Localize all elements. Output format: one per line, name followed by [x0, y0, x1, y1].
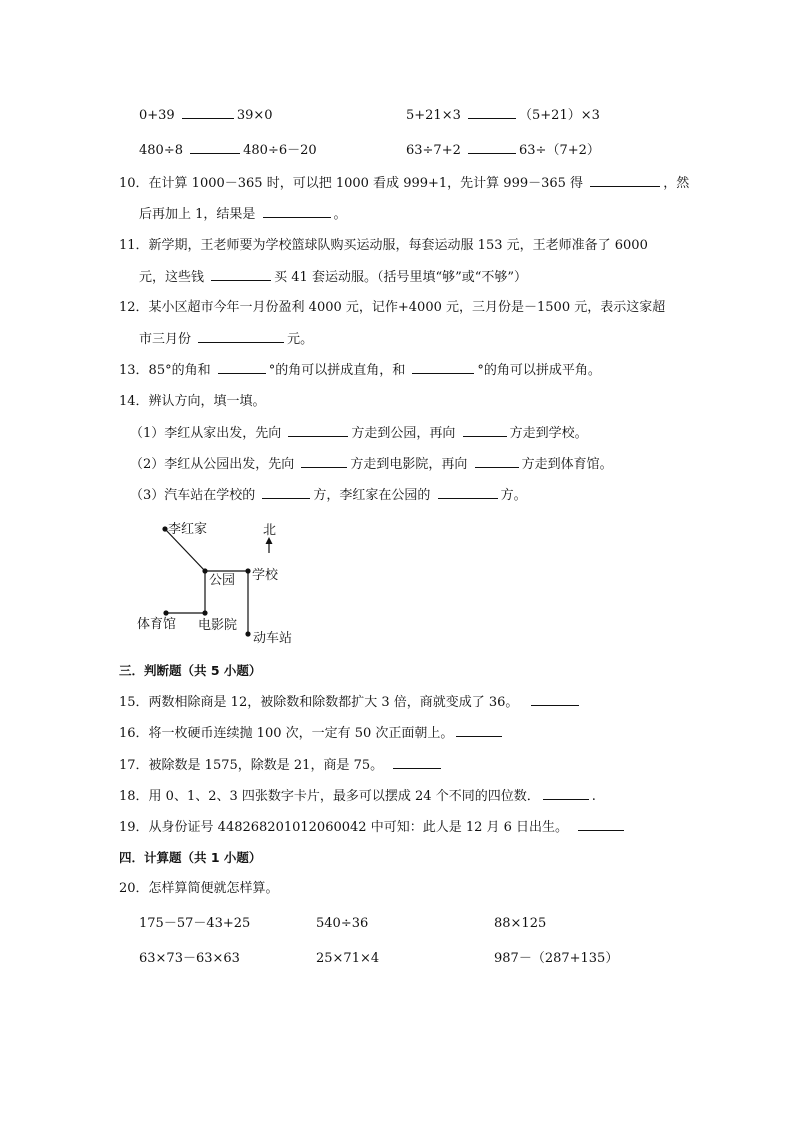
question-text: 在计算 1000－365 时，可以把 1000 看成 999+1，先计算 999－365 得 [148, 176, 584, 191]
node-station [245, 631, 250, 636]
answer-blank[interactable] [468, 106, 516, 119]
expr-right: 480÷6－20 [243, 143, 317, 158]
question-text: （2）李红从公园出发，先向 [130, 457, 295, 472]
calc-item: 63×73－63×63 [139, 951, 240, 966]
question-text: 方走到体育馆。 [521, 457, 613, 472]
label-park: 公园 [209, 573, 236, 588]
answer-blank[interactable] [262, 486, 310, 499]
expr-left: 480÷8 [139, 143, 183, 158]
question-text: °的角可以拼成直角，和 [268, 363, 406, 378]
answer-blank[interactable] [475, 455, 519, 468]
expr-right: 63÷（7+2） [519, 143, 600, 158]
question-text: 某小区超市今年一月份盈利 4000 元，记作+4000 元，三月份是－1500 元，表示这家超 [148, 300, 666, 315]
compare-row-1 [139, 106, 273, 125]
question-text: （1）李红从家出发，先向 [130, 426, 282, 441]
calc-item: 175－57－43+25 [139, 916, 251, 931]
q11-line1 [119, 237, 648, 255]
q14-sub2 [130, 455, 613, 474]
question-text: ，然 [663, 176, 690, 191]
compare-row-2b [406, 141, 600, 160]
question-text: 方走到公园，再向 [351, 426, 456, 441]
question-number: 15． [119, 695, 149, 710]
question-text: 。 [333, 207, 347, 222]
q12-line2 [139, 330, 313, 349]
judge-item [119, 724, 505, 743]
north-arrow-icon [266, 537, 273, 553]
question-text: . [591, 789, 596, 804]
question-number: 12． [119, 300, 149, 315]
question-number: 13． [119, 363, 149, 378]
label-cinema: 电影院 [198, 618, 238, 633]
judge-item [119, 787, 596, 806]
answer-blank[interactable] [198, 330, 284, 343]
question-text: 新学期，王老师要为学校篮球队购买运动服，每套运动服 153 元，王老师准备了 6000 [148, 238, 648, 253]
question-text: 方，李红家在公园的 [313, 488, 431, 503]
compare-row-1b [406, 106, 600, 125]
compare-row-2 [139, 141, 317, 160]
question-number: 10． [119, 176, 149, 191]
question-text: 买 41 套运动服。（括号里填“够”或“不够”） [274, 270, 528, 285]
question-text: 用 0、1、2、3 四张数字卡片，最多可以摆成 24 个不同的四位数． [148, 789, 540, 804]
answer-blank[interactable] [543, 787, 589, 800]
node-gym [163, 610, 168, 615]
question-text: 辨认方向，填一填。 [148, 394, 266, 409]
question-text: （3）汽车站在学校的 [130, 488, 256, 503]
calc-item: 540÷36 [316, 916, 369, 931]
judge-item [119, 693, 582, 712]
question-text: °的角可以拼成平角。 [477, 363, 601, 378]
question-text: 从身份证号 448268201012060042 中可知：此人是 12 月 6 日出生。 [148, 820, 569, 835]
q14-sub1 [130, 424, 588, 443]
question-text: 方走到电影院，再向 [350, 457, 468, 472]
question-text: 方走到学校。 [509, 426, 588, 441]
label-gym: 体育馆 [137, 617, 177, 632]
answer-blank[interactable] [218, 361, 266, 374]
node-park [202, 568, 207, 573]
label-school: 学校 [252, 568, 279, 583]
q10-line1 [119, 174, 689, 193]
q14-title [119, 393, 266, 411]
question-number: 11． [119, 238, 149, 253]
question-text: 怎样算简便就怎样算。 [148, 881, 279, 896]
expr-left: 5+21×3 [406, 108, 461, 123]
question-text: 将一枚硬币连续抛 100 次，一定有 50 次正面朝上。 [148, 726, 454, 741]
expr-left: 63÷7+2 [406, 143, 461, 158]
label-home: 李红家 [168, 522, 208, 537]
answer-blank[interactable] [190, 141, 240, 154]
question-text: 方。 [500, 488, 527, 503]
question-text: 被除数是 1575，除数是 21，商是 75。 [148, 758, 384, 773]
calc-item: 88×125 [494, 916, 547, 931]
q20-title [119, 880, 279, 898]
answer-blank[interactable] [288, 424, 348, 437]
expr-right: （5+21）×3 [519, 108, 600, 123]
answer-blank[interactable] [531, 693, 579, 706]
answer-blank[interactable] [578, 818, 624, 831]
calc-item: 987－（287+135） [494, 951, 619, 966]
answer-blank[interactable] [263, 205, 331, 218]
question-number: 16． [119, 726, 149, 741]
answer-blank[interactable] [438, 486, 498, 499]
label-north: 北 [263, 523, 277, 538]
node-home [162, 526, 167, 531]
question-text: 85°的角和 [148, 363, 211, 378]
question-text: 元。 [287, 332, 314, 347]
question-text: 元，这些钱 [139, 270, 205, 285]
question-text: 市三月份 [139, 332, 192, 347]
answer-blank[interactable] [463, 424, 507, 437]
section-heading: 三．判断题（共 5 小题） [119, 663, 262, 678]
answer-blank[interactable] [182, 106, 234, 119]
q11-line2 [139, 268, 527, 287]
question-number: 14． [119, 394, 149, 409]
q12-line1 [119, 299, 665, 317]
answer-blank[interactable] [456, 724, 502, 737]
expr-right: 39×0 [236, 108, 273, 123]
answer-blank[interactable] [301, 455, 347, 468]
direction-map [0, 512, 794, 652]
node-school [245, 568, 250, 573]
question-text: 两数相除商是 12，被除数和除数都扩大 3 倍，商就变成了 36。 [148, 695, 519, 710]
answer-blank[interactable] [393, 756, 441, 769]
question-number: 18． [119, 789, 149, 804]
q10-line2 [139, 205, 347, 224]
calc-item: 25×71×4 [316, 951, 380, 966]
q14-sub3 [130, 486, 527, 505]
expr-left: 0+39 [139, 108, 175, 123]
question-text: 后再加上 1，结果是 [139, 207, 256, 222]
question-number: 20． [119, 881, 149, 896]
answer-blank[interactable] [412, 361, 474, 374]
section-heading: 四．计算题（共 1 小题） [119, 850, 262, 865]
answer-blank[interactable] [590, 174, 660, 187]
answer-blank[interactable] [211, 268, 271, 281]
node-cinema [202, 610, 207, 615]
label-station: 动车站 [253, 631, 293, 646]
question-number: 17． [119, 758, 149, 773]
q13-line [119, 361, 601, 380]
judge-item [119, 818, 627, 837]
judge-item [119, 756, 444, 775]
question-number: 19． [119, 820, 149, 835]
answer-blank[interactable] [468, 141, 516, 154]
